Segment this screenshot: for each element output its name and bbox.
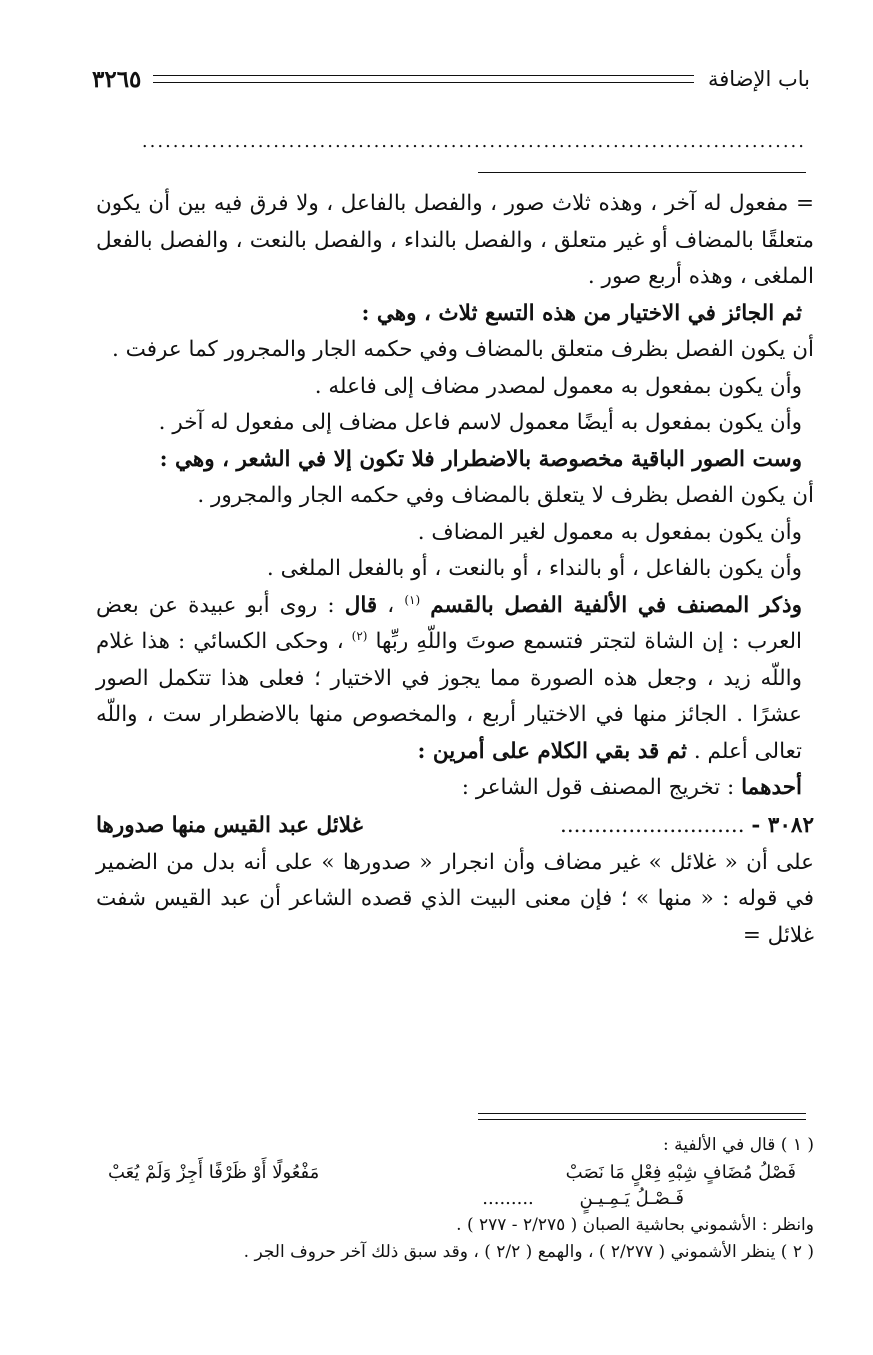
- paragraph-11: [96, 770, 814, 807]
- top-separator-rule: [478, 172, 806, 173]
- bold-end: ثم قد بقي الكلام على أمرين :: [417, 738, 688, 764]
- footnote-verse-dots: .........: [482, 1188, 534, 1209]
- chapter-title: باب الإضافة: [707, 67, 810, 91]
- page-header: [92, 62, 810, 96]
- header-rule: [153, 75, 694, 83]
- paragraph-4: وأن يكون بمفعول به معمول لمصدر مضاف إلى فاعله .: [314, 373, 802, 399]
- page-number: ٣٢٦٥: [92, 65, 142, 93]
- footnote-separator-rule: [478, 1113, 806, 1120]
- bold-lead: وذكر المصنف في الألفية الفصل بالقسم: [430, 592, 803, 618]
- verse-hemistich: غلائل عبد القيس منها صدورها: [96, 812, 363, 838]
- footnote-1-reference: وانظر : الأشموني بحاشية الصبان ( ٢/٢٧٥ - ٢٧٧ ) .: [456, 1215, 814, 1235]
- text-span: : روى أبو عبيدة عن بعض العرب : إن الشاة لتجتر فتسمع صوتَ واللّهِ ربِّها: [96, 592, 802, 654]
- footnote-verse-line-2: [96, 1186, 814, 1212]
- paragraph-6: وست الصور الباقية مخصوصة بالاضطرار فلا تكون إلا في الشعر ، وهي :: [159, 446, 802, 472]
- poem-verse: [96, 807, 814, 845]
- paragraph-10: [96, 588, 814, 771]
- text-span: ، وحكى الكسائي : هذا غلام واللّه زيد ، وجعل هذه الصورة مما يجوز في الاختيار ؛ فعلى هذا تتكمل الصور عشرًا . الجائز منها في الاختيار أربع ، والمخصوص منها بالاضطرار ست ، واللّه تعالى أعلم .: [96, 629, 802, 764]
- verse-number: ٣٠٨٢ -: [751, 812, 814, 838]
- paragraph-12: على أن « غلائل » غير مضاف وأن انجرار « صدورها » على أنه بدل من الضمير في قوله : « منها » ؛ فإن معنى البيت الذي قصده الشاعر أن عبد القيس شفت غلائل =: [96, 849, 814, 948]
- bold-lead: أحدهما: [741, 775, 802, 800]
- text-span: : تخريج المصنف قول الشاعر :: [461, 775, 742, 800]
- paragraph-8: وأن يكون بمفعول به معمول لغير المضاف .: [417, 519, 802, 545]
- footnote-1-intro: ( ١ ) قال في الألفية :: [663, 1135, 814, 1155]
- footnote-hemistich-right: فَصْلُ مُضَافٍ شِبْهِ فِعْلٍ مَا نَصَبْ: [565, 1162, 796, 1183]
- paragraph-1: = مفعول له آخر ، وهذه ثلاث صور ، والفصل بالفاعل ، ولا فرق فيه بين أن يكون متعلقًا بالمضاف أو غير متعلق ، والفصل بالنداء ، والفصل بالنعت ، والفصل بالفعل الملغى ، وهذه أربع صور .: [96, 191, 814, 289]
- footnotes: [96, 1132, 814, 1266]
- paragraph-7: أن يكون الفصل بظرف لا يتعلق بالمضاف وفي حكمه الجار والمجرور .: [197, 483, 814, 508]
- main-text: [96, 186, 814, 954]
- paragraph-5: وأن يكون بمفعول به أيضًا معمول لاسم فاعل مضاف إلى مفعول له آخر .: [158, 410, 802, 435]
- footnote-hemistich-2: فَـصْـلُ يَـمِـيـنٍ: [579, 1188, 684, 1209]
- footnote-ref-2: (٢): [351, 628, 368, 643]
- verse-dots: ...........................: [560, 812, 745, 838]
- bold-qal: قال: [344, 592, 378, 618]
- paragraph-9: وأن يكون بالفاعل ، أو بالنداء ، أو بالنعت ، أو بالفعل الملغى .: [266, 556, 802, 581]
- paragraph-3: أن يكون الفصل بظرف متعلق بالمضاف وفي حكمه الجار والمجرور كما عرفت .: [111, 337, 814, 362]
- text-span: ،: [377, 592, 405, 618]
- footnote-hemistich-left: مَفْعُولًا أَوْ ظَرْفًا أَجِزْ وَلَمْ يُعَبْ: [108, 1162, 320, 1183]
- verse-right: [560, 807, 814, 845]
- footnote-ref-1: (١): [404, 592, 421, 607]
- continuation-dots: ......................................................................................: [141, 132, 806, 152]
- footnote-2: ( ٢ ) ينظر الأشموني ( ٢/٢٧٧ ) ، والهمع ( ٢/٢ ) ، وقد سبق ذلك آخر حروف الجر .: [243, 1242, 814, 1262]
- footnote-verse-line-1: [96, 1159, 814, 1186]
- paragraph-2: ثم الجائز في الاختيار من هذه التسع ثلاث ، وهي :: [361, 300, 802, 326]
